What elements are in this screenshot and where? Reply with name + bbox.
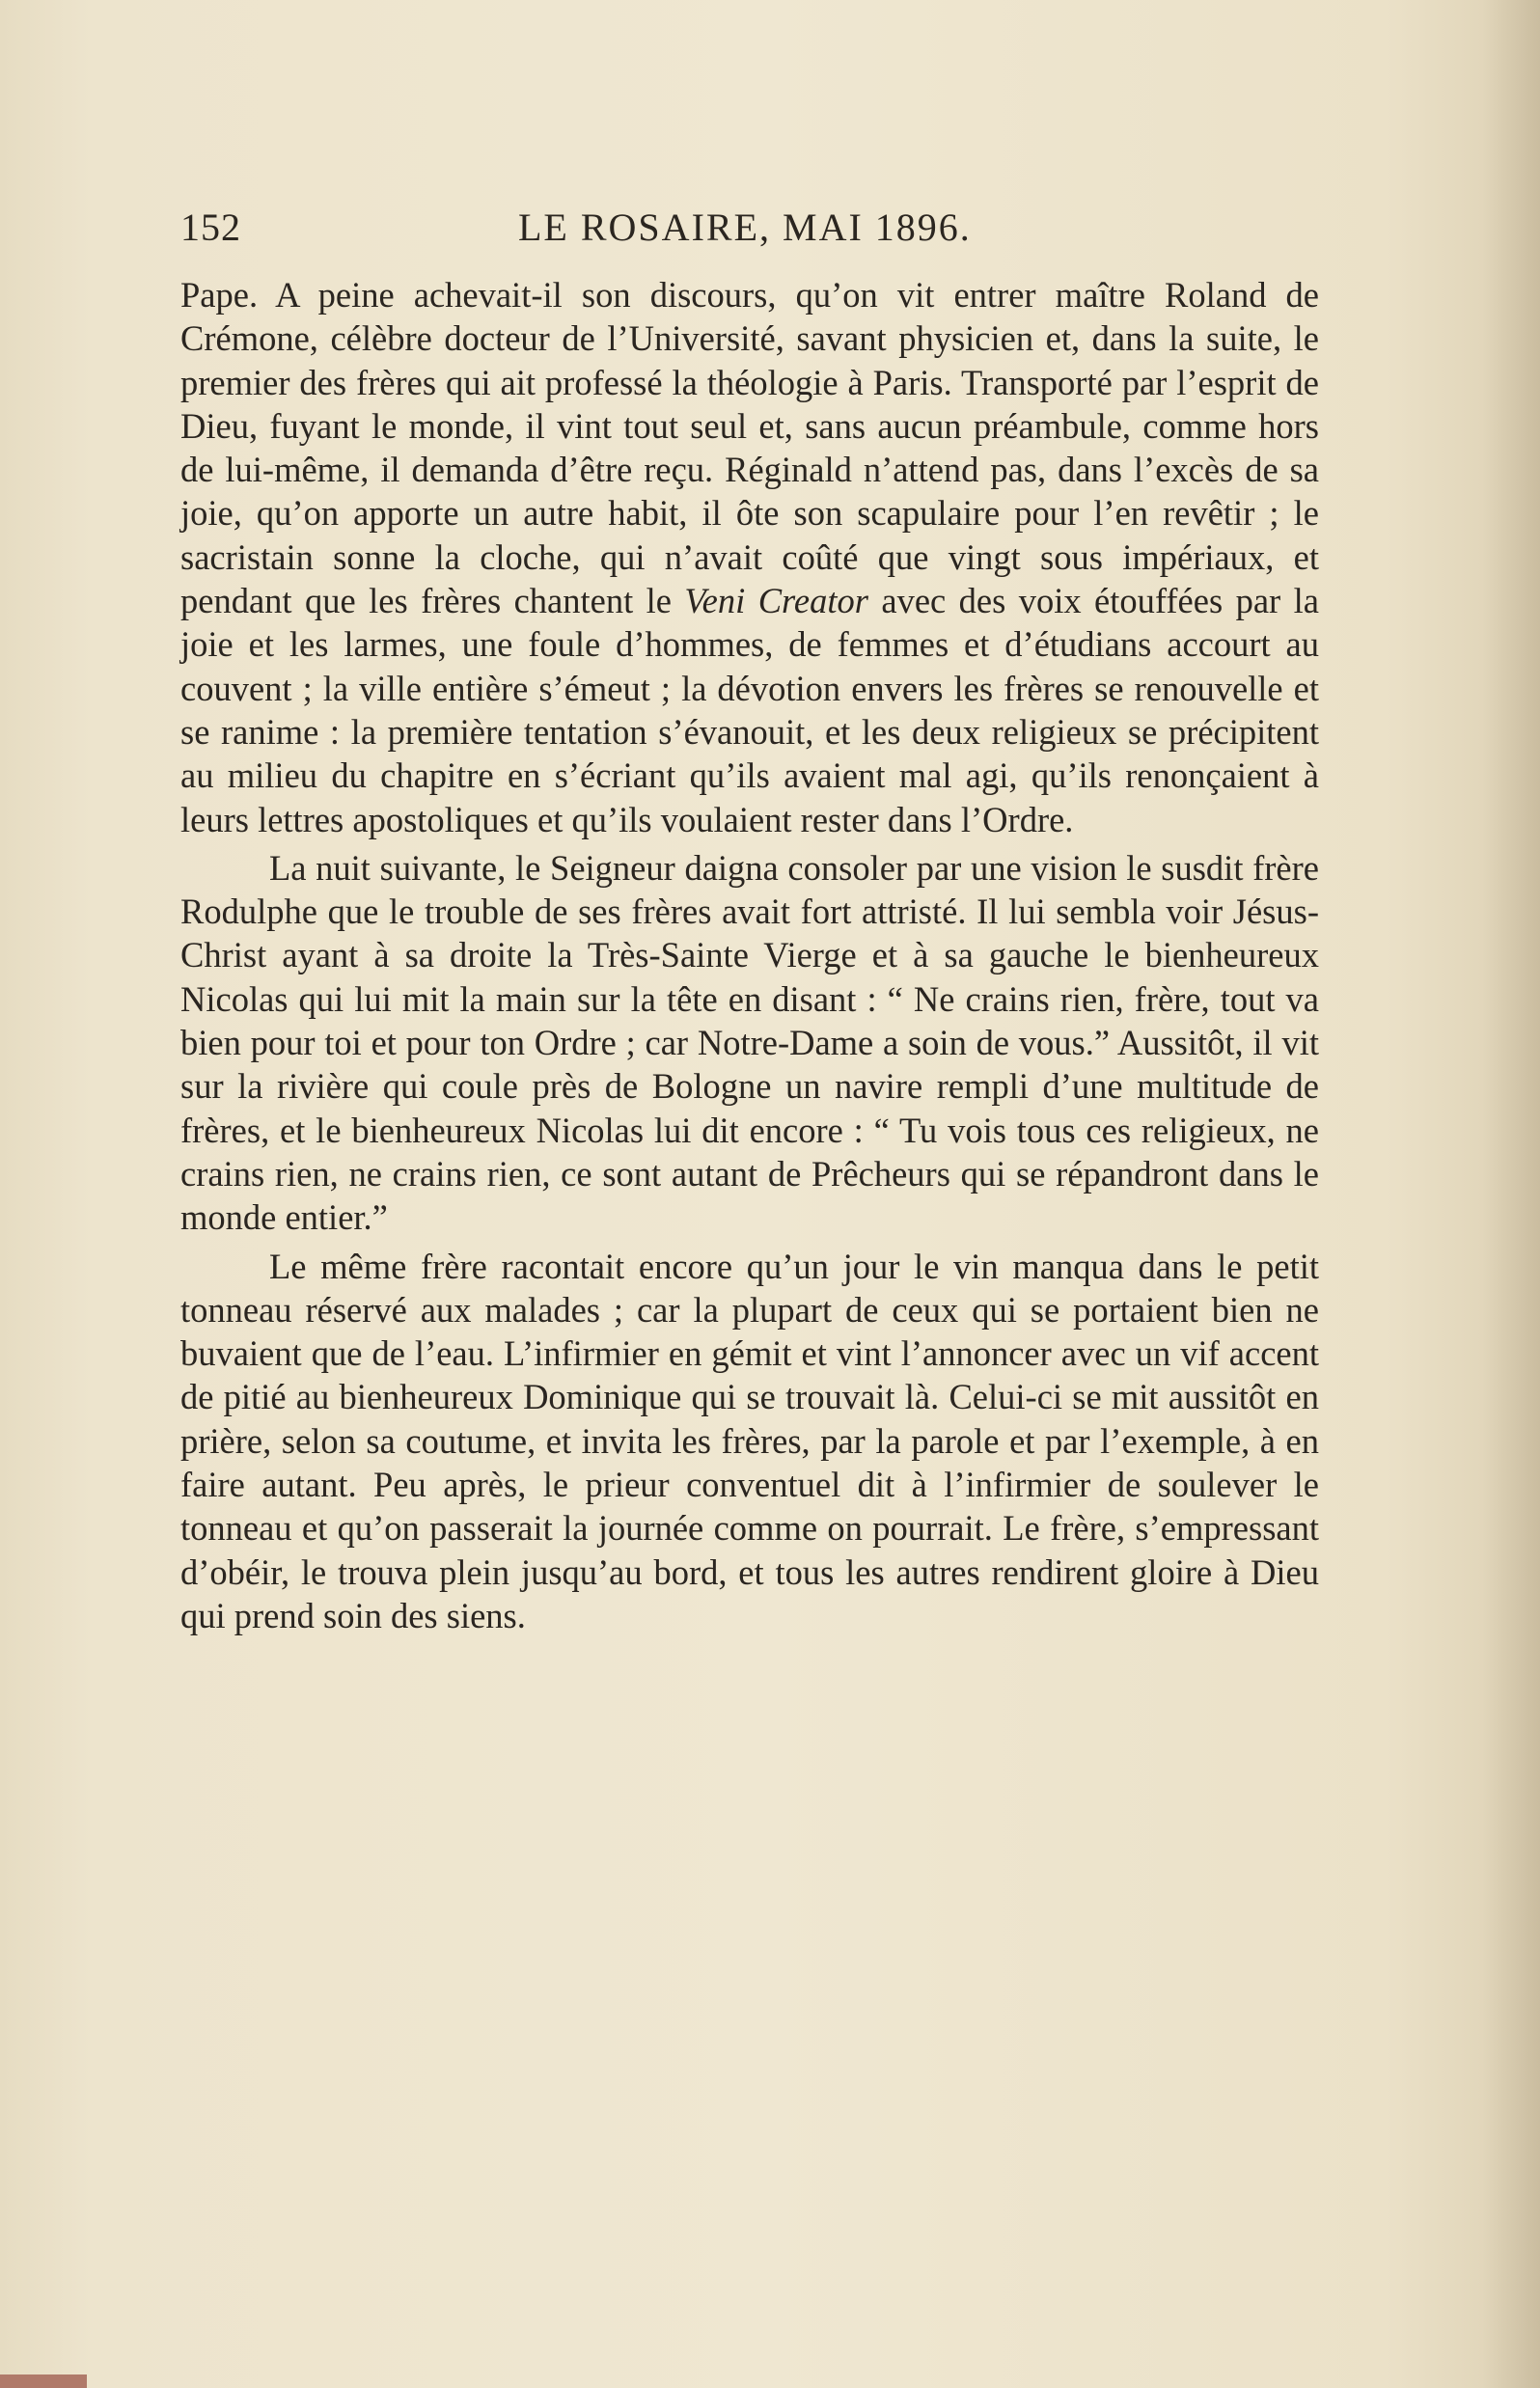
page-body (180, 273, 1319, 1642)
paragraph-1-text-a: Pape. A peine achevait-il son discours, qu’on vit entrer maître Roland de Crémone, célèbre docteur de l’Université, savant physicien et, dans la suite, le premier des frères qui ait professé la théologie à Paris. Transporté par l’esprit de Dieu, fuyant le monde, il vint tout seul et, sans aucun préambule, comme hors de lui-même, il demanda d’être reçu. Réginald n’attend pas, dans l’excès de sa joie, qu’on apporte un autre habit, il ôte son scapulaire pour l’en revêtir ; le sacristain sonne la cloche, qui n’avait coûté que vingt sous impériaux, et pendant que les frères chantent le (180, 275, 1319, 621)
page-number: 152 (180, 206, 241, 249)
paragraph-1 (180, 273, 1319, 841)
paragraph-3: Le même frère racontait encore qu’un jour le vin manqua dans le petit tonneau réservé aux malades ; car la plupart de ceux qui se portaient bien ne buvaient que de l’eau. L’infirmier en gémit et vint l’annoncer avec un vif accent de pitié au bienheureux Dominique qui se trouvait là. Celui-ci se mit aussitôt en prière, selon sa coutume, et invita les frères, par la parole et par l’exemple, à en faire autant. Peu après, le prieur conventuel dit à l’infirmier de soulever le tonneau et qu’on passerait la journée comme on pourrait. Le frère, s’empressant d’obéir, le trouva plein jusqu’au bord, et tous les autres rendirent gloire à Dieu qui prend soin des siens. (180, 1246, 1319, 1635)
page-edge-mark (0, 2374, 87, 2388)
hymn-title-italic: Veni Creator (684, 581, 868, 621)
paragraph-1-text-b: avec des voix étouffées par la joie et les larmes, une foule d’hommes, de femmes et d’étudians accourt au couvent ; la ville entière s’émeut ; la dévotion envers les frères se renouvelle et se ranime : la première tentation s’évanouit, et les deux religieux se précipitent au milieu du chapitre en s’écriant qu’ils avaient mal agi, qu’ils renonçaient à leurs lettres apostoliques et qu’ils voulaient rester dans l’Ordre. (180, 581, 1319, 839)
paragraph-2: La nuit suivante, le Seigneur daigna consoler par une vision le susdit frère Rodulphe que le trouble de ses frères avait fort attristé. Il lui sembla voir Jésus-Christ ayant à sa droite la Très-Sainte Vierge et à sa gauche le bienheureux Nicolas qui lui mit la main sur la tête en disant : “ Ne crains rien, frère, tout va bien pour toi et pour ton Ordre ; car Notre-Dame a soin de vous.” Aussitôt, il vit sur la rivière qui coule près de Bologne un navire rempli d’une multitude de frères, et le bienheureux Nicolas lui dit encore : “ Tu vois tous ces religieux, ne crains rien, ne crains rien, ce sont autant de Prêcheurs qui se répandront dans le monde entier.” (180, 847, 1319, 1238)
page-header (180, 205, 1319, 253)
running-title: LE ROSAIRE, MAI 1896. (518, 206, 972, 249)
page-gutter-shadow (1482, 0, 1540, 2388)
